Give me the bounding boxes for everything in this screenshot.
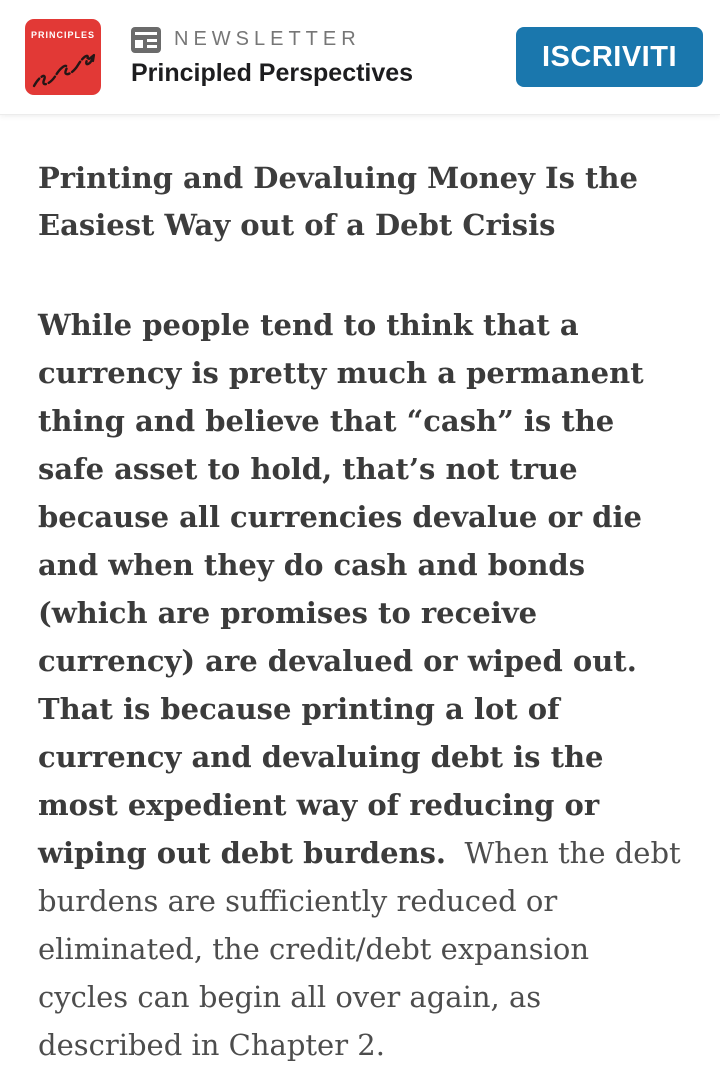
newsletter-icon: [131, 27, 161, 53]
logo-squiggle-arrow-icon: [29, 44, 97, 90]
article-body: [0, 115, 720, 1079]
newsletter-header: [0, 0, 720, 115]
newsletter-title: Principled Perspectives: [131, 58, 414, 87]
masthead: [131, 27, 413, 88]
paragraph-bold-text: While people tend to think that a currency is pretty much a permanent thing and believe that “cash” is the safe asset to hold, that’s not true because all currencies devalue or die and when they do cash and bonds (which are promises to receive currency) are devalued or wiped out. That is because printing a lot of currency and devaluing debt is the most expedient way of reducing or wiping out debt burdens.: [38, 308, 647, 870]
article-paragraph: [38, 301, 686, 1069]
newsletter-kicker-label: NEWSLETTER: [174, 28, 361, 50]
paragraph-regular-text: When the debt burdens are sufficiently reduced or eliminated, the credit/debt expansion cycles can begin all over again, as described in Chapter 2.: [38, 836, 681, 1062]
principles-logo-label: PRINCIPLES: [30, 30, 95, 40]
article-heading: Printing and Devaluing Money Is the Easiest Way out of a Debt Crisis: [38, 161, 638, 242]
subscribe-button[interactable]: ISCRIVITI: [516, 27, 703, 87]
kicker-row: [131, 27, 413, 53]
principles-logo[interactable]: [25, 19, 101, 95]
